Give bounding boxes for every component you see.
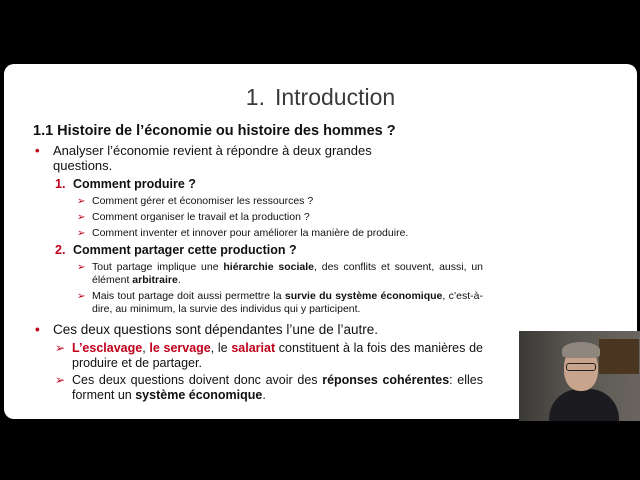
red-term: le servage — [149, 341, 211, 355]
question-2-number: 2. — [55, 243, 66, 257]
text-fragment: , — [142, 341, 150, 355]
text-fragment: Ces deux questions doivent donc avoir des — [72, 373, 323, 387]
bold-term: arbitraire — [132, 274, 178, 286]
presenter-glasses — [566, 363, 596, 371]
text-fragment: constituent à la fois des manières de produire et de partager. — [72, 341, 483, 370]
q1-sub-text: Comment organiser le travail et la production ? — [92, 211, 310, 223]
section-heading: 1.1 Histoire de l’économie ou histoire des hommes ? — [33, 123, 396, 139]
q2-sub-item — [33, 261, 483, 287]
bold-term: survie du système économique — [284, 290, 443, 302]
text-fragment: , c’est-à-dire, au minimum, la survie des individus qui y participent. — [92, 290, 483, 315]
webcam-overlay — [519, 331, 640, 421]
text-fragment: . — [262, 387, 266, 402]
red-term: L’esclavage — [72, 341, 143, 355]
bold-term: réponses cohérentes — [322, 373, 450, 387]
q1-sub-item — [33, 195, 483, 208]
title-number: 1. — [245, 84, 265, 110]
q1-sub-text: Comment gérer et économiser les ressources ? — [92, 195, 314, 207]
bold-term: hiérarchie sociale — [223, 261, 314, 273]
arrow-item-systems — [33, 341, 483, 370]
bullet-dependantes — [33, 322, 483, 337]
text-fragment: Tout partage implique une — [92, 261, 224, 273]
q1-sub-item — [33, 211, 483, 224]
text-fragment: , des conflits et souvent, aussi, un élément — [92, 261, 484, 286]
arrow-icon: ➢ — [77, 212, 86, 223]
arrow-icon: ➢ — [77, 228, 86, 239]
webcam-shelf — [599, 339, 639, 374]
bullet-text-line1: Analyser l’économie revient à répondre à deux grandes — [53, 143, 372, 158]
presenter-hair — [562, 342, 600, 358]
text-fragment: : elles forment un — [72, 373, 484, 402]
bullet-text-line2: questions. — [53, 158, 113, 173]
q1-sub-item — [33, 227, 483, 240]
arrow-item-coherence — [33, 373, 483, 402]
question-2-text: Comment partager cette production ? — [73, 243, 297, 257]
bullet-analyser — [33, 143, 483, 173]
text-fragment: Mais tout partage doit aussi permettre la — [92, 290, 285, 302]
arrow-icon: ➢ — [77, 291, 86, 302]
bullet-text: Ces deux questions sont dépendantes l’une de l’autre. — [53, 322, 378, 337]
question-2 — [33, 243, 483, 257]
arrow-icon: ➢ — [77, 196, 86, 207]
text-fragment: . — [177, 274, 181, 286]
bullet-icon: • — [35, 322, 40, 337]
slide-content — [33, 123, 483, 405]
question-1-number: 1. — [55, 177, 66, 191]
red-term: salariat — [231, 341, 276, 355]
q2-sub-item — [33, 290, 483, 316]
question-1 — [33, 177, 483, 191]
title-text: Introduction — [274, 84, 396, 110]
bold-term: système économique — [135, 387, 263, 402]
arrow-icon: ➢ — [77, 262, 86, 273]
question-1-text: Comment produire ? — [73, 177, 196, 191]
text-fragment: , le — [210, 341, 232, 355]
bullet-icon: • — [35, 143, 40, 158]
arrow-icon: ➢ — [55, 341, 66, 355]
slide-title — [4, 84, 637, 111]
q1-sub-text: Comment inventer et innover pour améliorer la manière de produire. — [92, 227, 409, 239]
arrow-icon: ➢ — [55, 373, 66, 387]
